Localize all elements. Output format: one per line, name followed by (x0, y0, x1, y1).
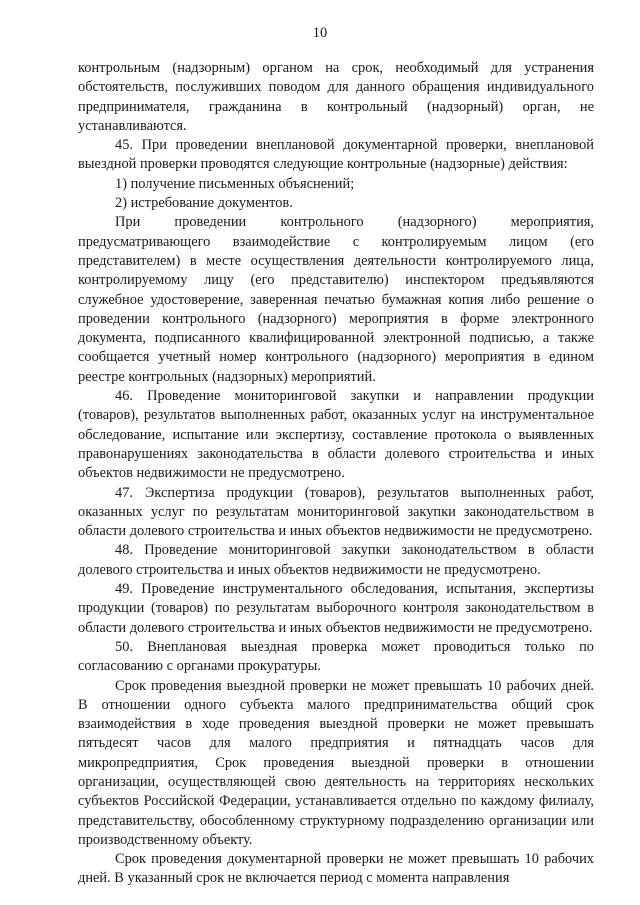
paragraph-onsite-duration: Срок проведения выездной проверки не может превышать 10 рабочих дней. В отношении одного субъекта малого предпринимательства общий срок взаимодействия в ходе проведения выездной проверки не может превышать пятьдесят часов для малого предприятия и пятнадцать часов для микропредприятия, Срок проведения выездной проверки в отношении организации, осуществляющей свою деятельность на территориях нескольких субъектов Российской Федерации, устанавливается отдельно по каждому филиалу, представительству, обособленному структурному подразделению организации или производственному объекту. (78, 677, 594, 848)
paragraph-45: 45. При проведении внеплановой документарной проверки, внеплановой выездной проверки проводятся следующие контрольные (надзорные) действия: (78, 137, 594, 173)
paragraph-inspection-procedure: При проведении контрольного (надзорного) мероприятия, предусматривающего взаимодействие с контролируемым лицом (его представителем) в месте осуществления деятельности контролируемого лица, контролируемому лицу (его представителю) инспектором предъявляются служебное удостоверение, заверенная печатью бумажная копия либо решение о проведении контрольного (надзорного) мероприятия в форме электронного документа, подписанного квалифицированной электронной подписью, а также сообщается учетный номер контрольного (надзорного) мероприятия в едином реестре контрольных (надзорных) мероприятий. (78, 214, 594, 385)
list-item-2: 2) истребование документов. (115, 195, 293, 212)
paragraph-49: 49. Проведение инструментального обследования, испытания, экспертизы продукции (товаров) по результатам выборочного контроля законодательством в области долевого строительства и иных объектов недвижимости не предусмотрено. (78, 581, 594, 636)
paragraph-47: 47. Экспертиза продукции (товаров), результатов выполненных работ, оказанных услуг по результатам мониторинговой закупки законодательством в области долевого строительства и иных объектов недвижимости не предусмотрено. (78, 484, 594, 540)
page-number: 10 (312, 25, 328, 41)
list-item-1: 1) получение письменных объяснений; (115, 175, 355, 192)
paragraph-48: 48. Проведение мониторинговой закупки законодательством в области долевого строительства и иных объектов недвижимости не предусмотрено. (78, 542, 594, 578)
paragraph-50: 50. Внеплановая выездная проверка может проводиться только по согласованию с органами прокуратуры. (78, 638, 594, 675)
paragraph-46: 46. Проведение мониторинговой закупки и направлении продукции (товаров), результатов выполненных работ, оказанных услуг на инструментальное обследование, испытание или экспертизу, составление протокола о выявленных правонарушениях законодательства в области долевого строительства и иных объектов недвижимости не предусмотрено. (78, 388, 594, 482)
paragraph-documentary-duration: Срок проведения документарной проверки не может превышать 10 рабочих дней. В указанный срок не включается период с момента направления (78, 851, 594, 887)
document-body (78, 59, 594, 889)
paragraph-continuation: контрольным (надзорным) органом на срок, необходимый для устранения обстоятельств, послуживших поводом для данного обращения индивидуального предпринимателя, гражданина в контрольный (надзорный) орган, не устанавливаются. (78, 60, 594, 134)
